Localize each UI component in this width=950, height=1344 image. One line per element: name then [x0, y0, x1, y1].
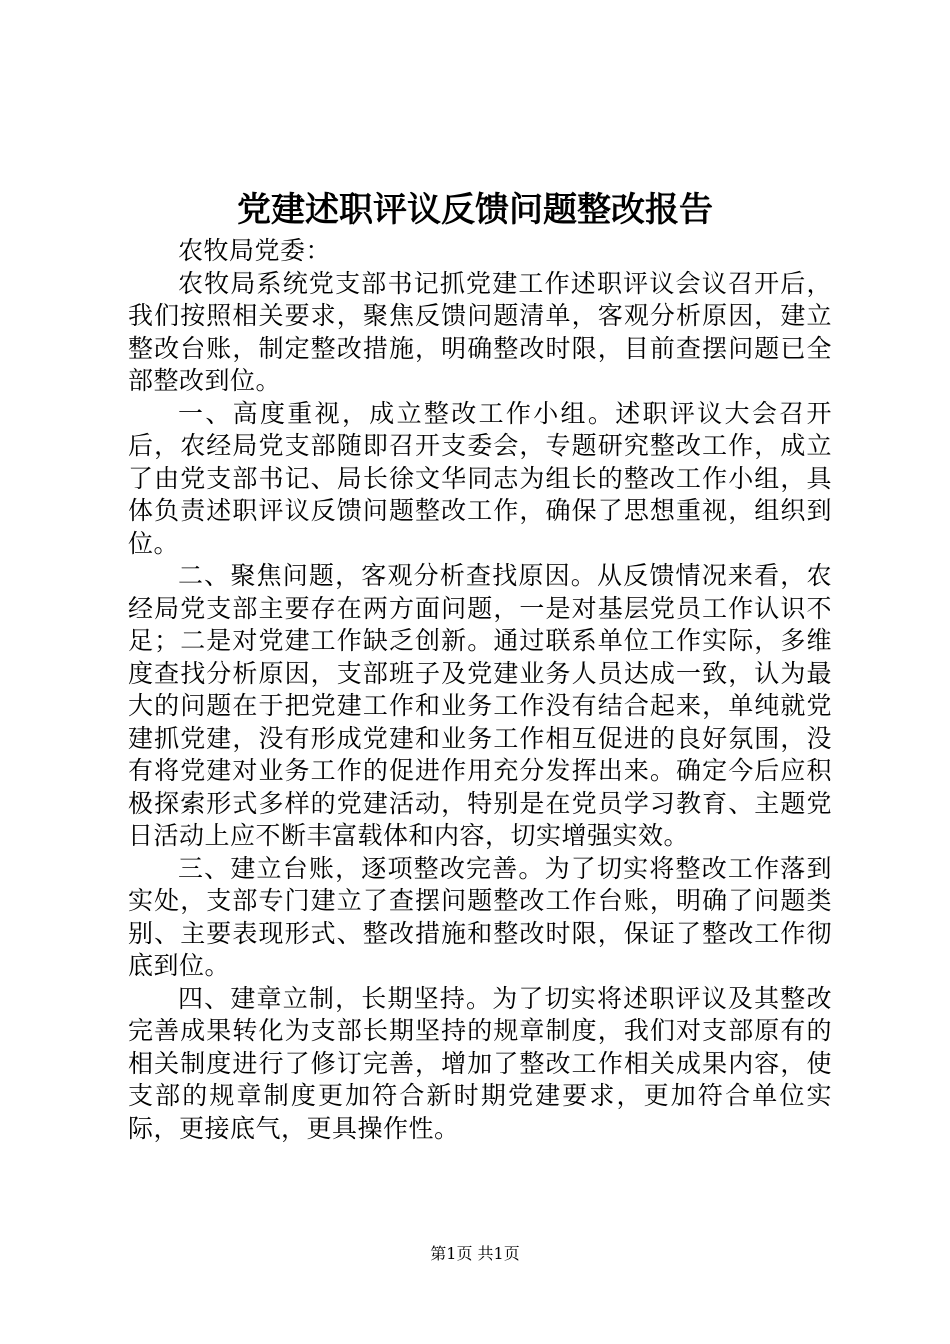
document-title: 党建述职评议反馈问题整改报告 — [237, 190, 713, 230]
salutation: 农牧局党委： — [178, 236, 332, 265]
paragraph-section-1: 一、高度重视，成立整改工作小组。述职评议大会召开后，农经局党支部随即召开支委会，专题研究整改工作，成立了由党支部书记、局长徐文华同志为组长的整改工作小组，具体负责述职评议反馈问题整改工作，确保了思想重视，组织到位。 — [128, 398, 832, 558]
paragraph-section-3: 三、建立台账，逐项整改完善。为了切实将整改工作落到实处，支部专门建立了查摆问题整改工作台账，明确了问题类别、主要表现形式、整改措施和整改时限，保证了整改工作彻底到位。 — [128, 853, 832, 980]
page-footer: 第1页 共1页 — [430, 1244, 520, 1263]
paragraph-section-4: 四、建章立制，长期坚持。为了切实将述职评议及其整改完善成果转化为支部长期坚持的规章制度，我们对支部原有的相关制度进行了修订完善，增加了整改工作相关成果内容，使支部的规章制度更加符合新时期党建要求，更加符合单位实际，更接底气，更具操作性。 — [128, 983, 832, 1143]
paragraph-intro: 农牧局系统党支部书记抓党建工作述职评议会议召开后，我们按照相关要求，聚焦反馈问题清单，客观分析原因，建立整改台账，制定整改措施，明确整改时限，目前查摆问题已全部整改到位。 — [128, 268, 832, 395]
paragraph-section-2: 二、聚焦问题，客观分析查找原因。从反馈情况来看，农经局党支部主要存在两方面问题，一是对基层党员工作认识不足；二是对党建工作缺乏创新。通过联系单位工作实际，多维度查找分析原因，支部班子及党建业务人员达成一致，认为最大的问题在于把党建工作和业务工作没有结合起来，单纯就党建抓党建，没有形成党建和业务工作相互促进的良好氛围，没有将党建对业务工作的促进作用充分发挥出来。确定今后应积极探索形式多样的党建活动，特别是在党员学习教育、主题党日活动上应不断丰富载体和内容，切实增强实效。 — [128, 561, 832, 850]
document-body — [128, 235, 832, 1145]
